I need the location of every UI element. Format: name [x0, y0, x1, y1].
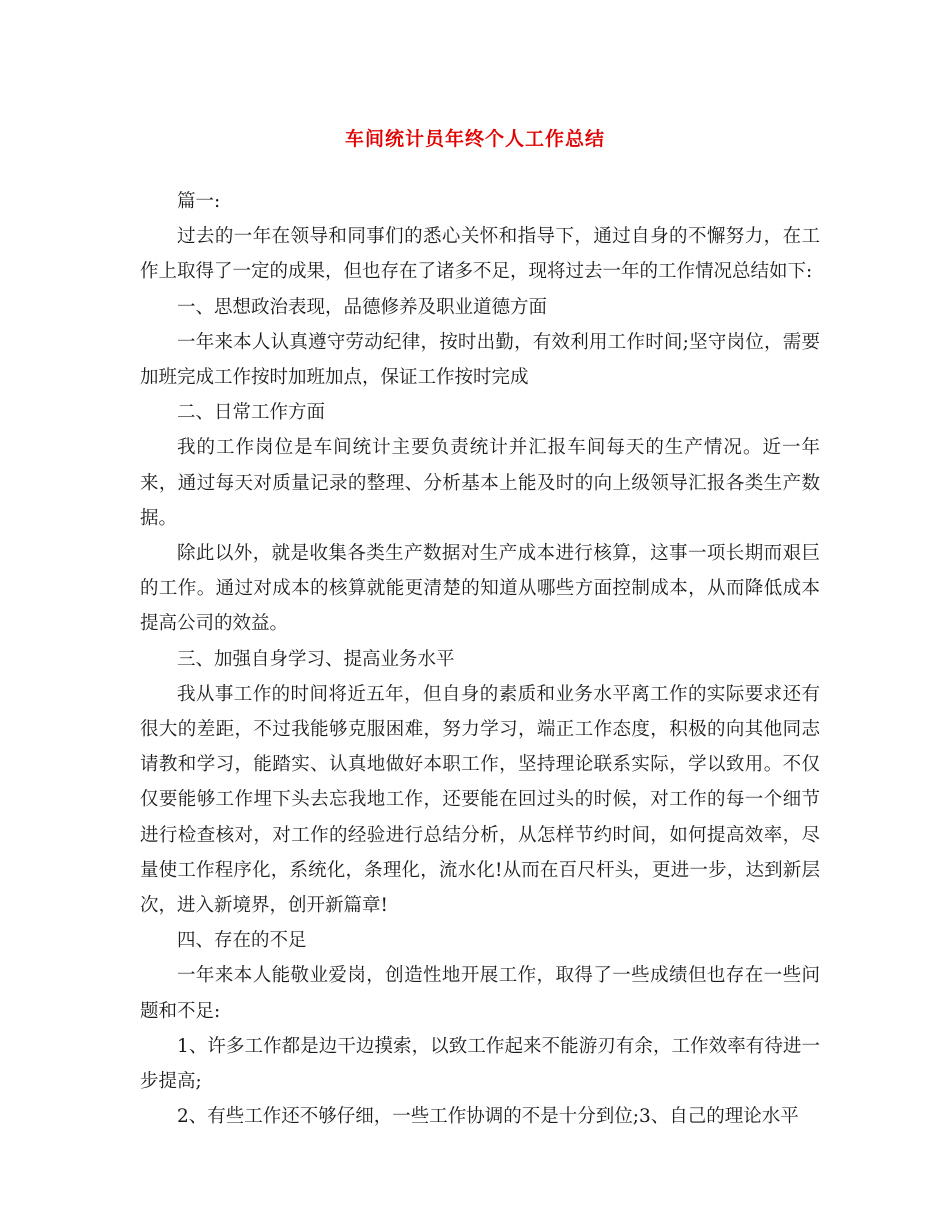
paragraph-section-3: 我从事工作的时间将近五年，但自身的素质和业务水平离工作的实际要求还有很大的差距，不过我能够克服困难，努力学习，端正工作态度，积极的向其他同志请教和学习，能踏实、认真地做好本职工作，坚持理论联系实际，学以致用。不仅仅要能够工作埋下头去忘我地工作，还要能在回过头的时候，对工作的每一个细节进行检查核对，对工作的经验进行总结分析，从怎样节约时间，如何提高效率，尽量使工作程序化，系统化，条理化，流水化!从而在百尺杆头，更进一步，达到新层次，进入新境界，创开新篇章! [140, 683, 820, 917]
document-title: 车间统计员年终个人工作总结 [344, 128, 605, 150]
section-heading-4: 四、存在的不足 [177, 930, 307, 952]
paragraph-section-1: 一年来本人认真遵守劳动纪律，按时出勤，有效利用工作时间;坚守岗位，需要加班完成工作按时加班加点，保证工作按时完成 [140, 331, 820, 389]
list-item-1: 1、许多工作都是边干边摸索，以致工作起来不能游刃有余，工作效率有待进一步提高; [140, 1035, 820, 1093]
section-heading-2: 二、日常工作方面 [177, 402, 326, 424]
paragraph-section-2b: 除此以外，就是收集各类生产数据对生产成本进行核算，这事一项长期而艰巨的工作。通过对成本的核算就能更清楚的知道从哪些方面控制成本，从而降低成本提高公司的效益。 [140, 543, 820, 635]
document-body [140, 184, 820, 1134]
section-heading-3: 三、加强自身学习、提高业务水平 [177, 648, 455, 670]
paragraph-section-2a: 我的工作岗位是车间统计主要负责统计并汇报车间每天的生产情况。近一年来，通过每天对质量记录的整理、分析基本上能及时的向上级领导汇报各类生产数据。 [140, 437, 820, 529]
paragraph-intro: 过去的一年在领导和同事们的悉心关怀和指导下，通过自身的不懈努力，在工作上取得了一定的成果，但也存在了诸多不足，现将过去一年的工作情况总结如下: [140, 226, 820, 283]
list-item-2: 2、有些工作还不够仔细，一些工作协调的不是十分到位;3、自己的理论水平 [177, 1106, 799, 1128]
section-heading-1: 一、思想政治表现，品德修养及职业道德方面 [177, 296, 548, 318]
paragraph-part-label: 篇一: [177, 191, 221, 212]
paragraph-section-4: 一年来本人能敬业爱岗，创造性地开展工作，取得了一些成绩但也存在一些问题和不足: [140, 965, 820, 1022]
